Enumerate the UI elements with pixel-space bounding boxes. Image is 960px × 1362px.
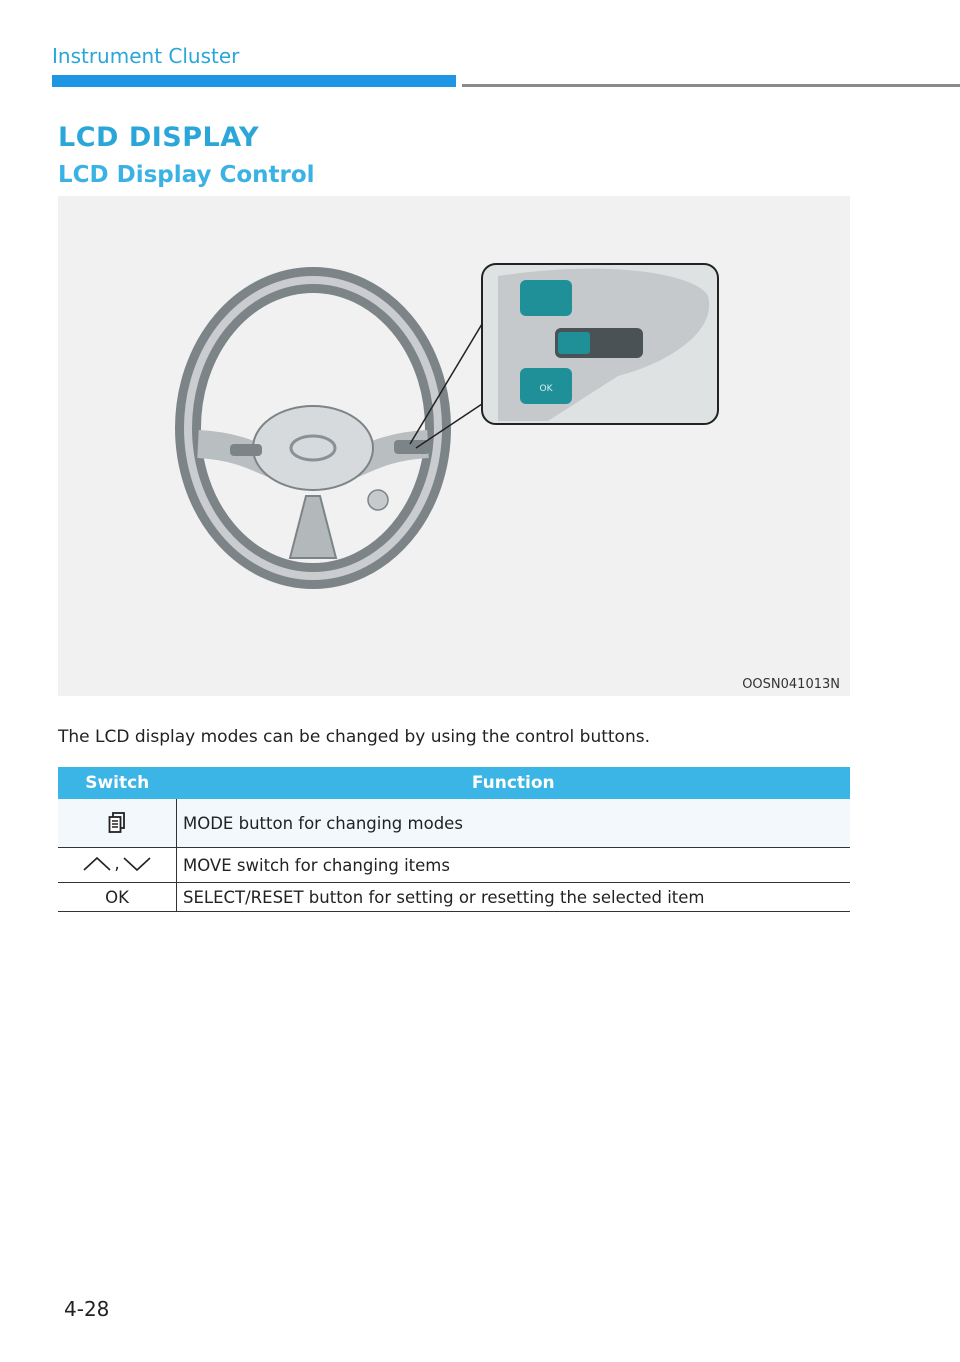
inset-ok-label: OK bbox=[539, 384, 553, 394]
function-cell: MOVE switch for changing items bbox=[177, 848, 851, 883]
table-row bbox=[58, 799, 850, 848]
section-subtitle: LCD Display Control bbox=[58, 162, 315, 188]
mode-icon bbox=[108, 812, 126, 834]
function-cell: MODE button for changing modes bbox=[177, 799, 851, 848]
figure-code: OOSN041013N bbox=[742, 677, 840, 692]
chevron-up-icon bbox=[82, 856, 112, 872]
header-rule-blue bbox=[52, 75, 456, 87]
switch-cell bbox=[58, 799, 177, 848]
intro-paragraph: The LCD display modes can be changed by using the control buttons. bbox=[58, 727, 650, 747]
header-rule-grey bbox=[462, 84, 960, 87]
chapter-title: Instrument Cluster bbox=[52, 44, 240, 68]
chevron-down-icon bbox=[122, 856, 152, 872]
table-row bbox=[58, 848, 850, 883]
section-title: LCD DISPLAY bbox=[58, 122, 260, 153]
chevron-separator: , bbox=[114, 854, 120, 874]
table-header-row bbox=[58, 767, 850, 799]
table-header-function: Function bbox=[177, 767, 851, 799]
switch-cell bbox=[58, 848, 177, 883]
function-cell: SELECT/RESET button for setting or resetting the selected item bbox=[177, 883, 851, 912]
steering-wheel-figure bbox=[58, 196, 850, 696]
steering-wheel-illustration bbox=[58, 196, 850, 696]
table-header-switch: Switch bbox=[58, 767, 177, 799]
page-number: 4-28 bbox=[64, 1297, 110, 1321]
switch-function-table bbox=[58, 767, 850, 912]
table-row bbox=[58, 883, 850, 912]
switch-cell-ok: OK bbox=[58, 883, 177, 912]
